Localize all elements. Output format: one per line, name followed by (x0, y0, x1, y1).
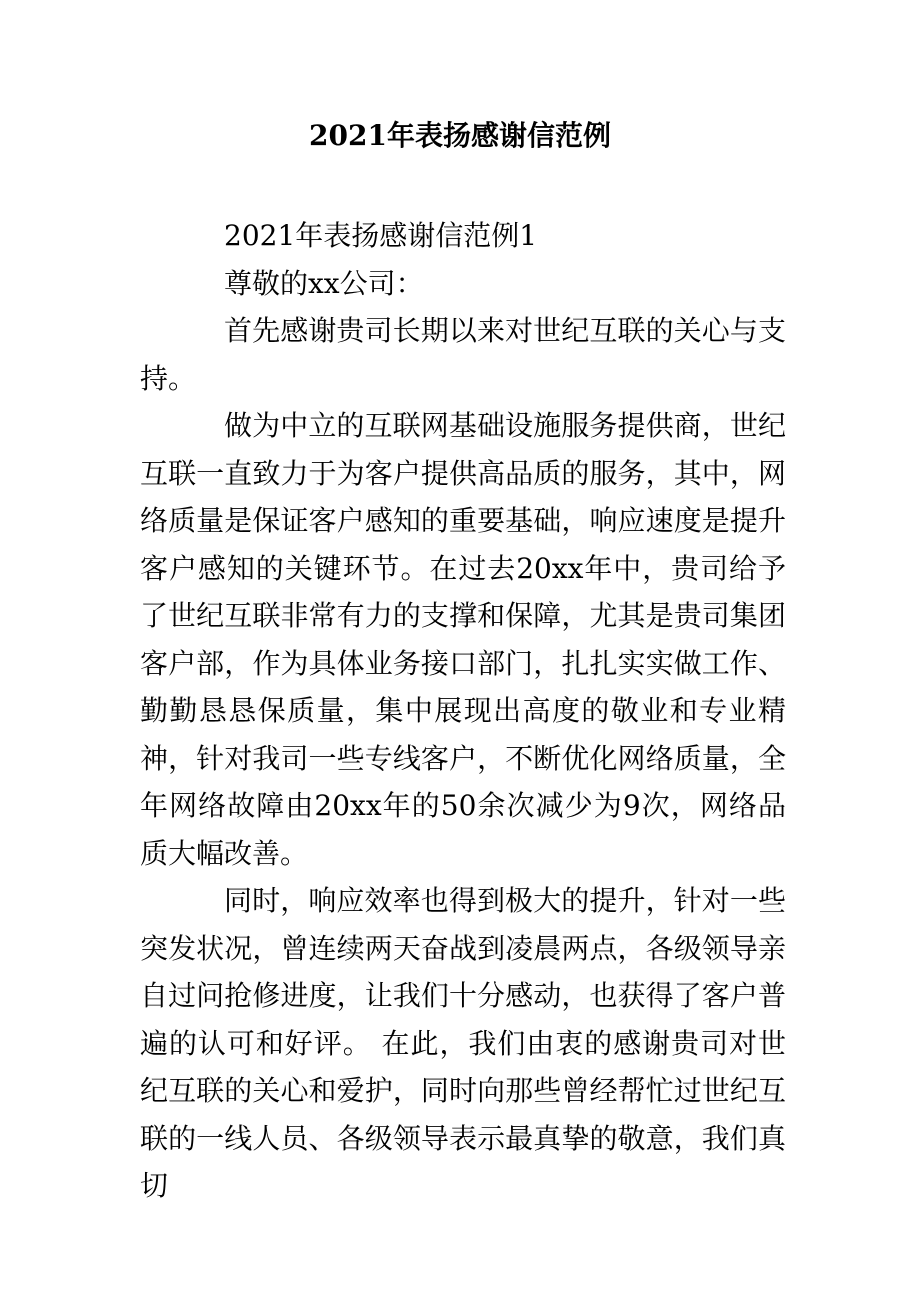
salutation: 尊敬的xx公司： (224, 266, 424, 300)
document-body (140, 212, 786, 1210)
paragraph-intro: 首先感谢贵司长期以来对世纪互联的关心与支持。 (140, 314, 786, 395)
section-heading: 2021年表扬感谢信范例1 (224, 219, 538, 252)
paragraph-service: 做为中立的互联网基础设施服务提供商，世纪互联一直致力于为客户提供高品质的服务，其中，网络质量是保证客户感知的重要基础，响应速度是提升客户感知的关键环节。在过去20xx年中，贵司给予了世纪互联非常有力的支撑和保障，尤其是贵司集团客户部，作为具体业务接口部门，扎扎实实做工作、勤勤恳恳保质量，集中展现出高度的敬业和专业精神，针对我司一些专线客户，不断优化网络质量，全年网络故障由20xx年的50余次减少为9次，网络品质大幅改善。 (140, 409, 786, 870)
document-title: 2021年表扬感谢信范例 (309, 119, 611, 152)
paragraph-response: 同时，响应效率也得到极大的提升，针对一些突发状况，曾连续两天奋战到凌晨两点，各级领导亲自过问抢修进度，让我们十分感动，也获得了客户普遍的认可和好评。 在此，我们由衷的感谢贵司对世纪互联的关心和爱护，同时向那些曾经帮忙过世纪互联的一线人员、各级领导表示最真挚的敬意，我们真切 (140, 884, 786, 1202)
